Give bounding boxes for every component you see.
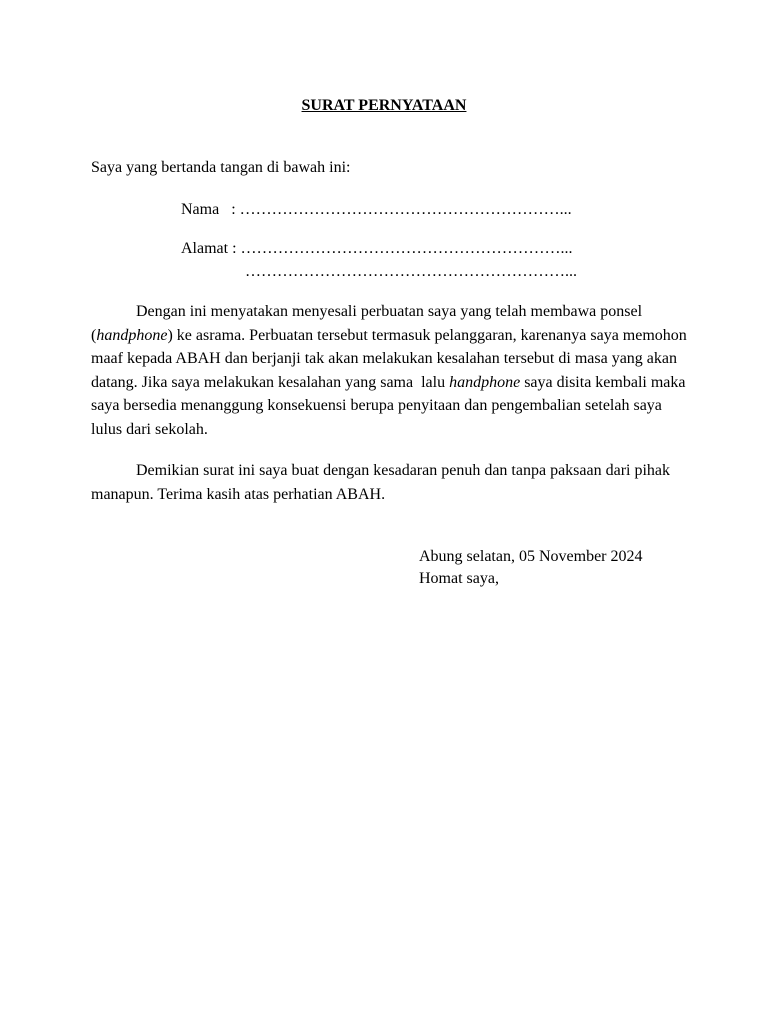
closing-paragraph: Demikian surat ini saya buat dengan kesadaran penuh dan tanpa paksaan dari pihak manapun. Terima kasih atas perhatian ABAH. bbox=[91, 462, 671, 503]
statement-italic-handphone-1: handphone bbox=[96, 326, 168, 344]
alamat-blank-line-1: ……………………………………………………... bbox=[240, 240, 573, 257]
intro-text: Saya yang bertanda tangan di bawah ini: bbox=[91, 159, 351, 176]
alamat-label: Alamat : bbox=[181, 240, 241, 257]
statement-paragraph bbox=[91, 300, 691, 441]
statement-italic-handphone-2: handphone bbox=[449, 373, 521, 391]
signature-place-date: Abung selatan, 05 November 2024 bbox=[419, 548, 643, 565]
nama-field-row bbox=[181, 200, 572, 220]
document-title: SURAT PERNYATAAN bbox=[301, 97, 467, 114]
nama-blank: ……………………………………………………... bbox=[239, 201, 572, 218]
signature-closing: Homat saya, bbox=[419, 570, 499, 587]
statement-part-3: saya disita kembali maka saya bersedia menanggung konsekuensi berupa penyitaan dan pengembalian setelah saya lulus dari sekolah. bbox=[91, 373, 686, 438]
nama-label: Nama : bbox=[181, 201, 240, 218]
alamat-blank-line-2: ……………………………………………………... bbox=[245, 263, 577, 280]
alamat-field-row bbox=[181, 239, 573, 259]
statement-part-1: Dengan ini menyatakan menyesali perbuatan saya yang telah membawa ponsel ( bbox=[91, 303, 643, 344]
statement-part-2: ) ke asrama. Perbuatan tersebut termasuk pelanggaran, karenanya saya memohon maaf kepada ABAH dan berjanji tak akan melakukan kesalahan tersebut di masa yang akan datang. Jika saya melakukan kesalahan yang sama lalu bbox=[91, 326, 691, 391]
